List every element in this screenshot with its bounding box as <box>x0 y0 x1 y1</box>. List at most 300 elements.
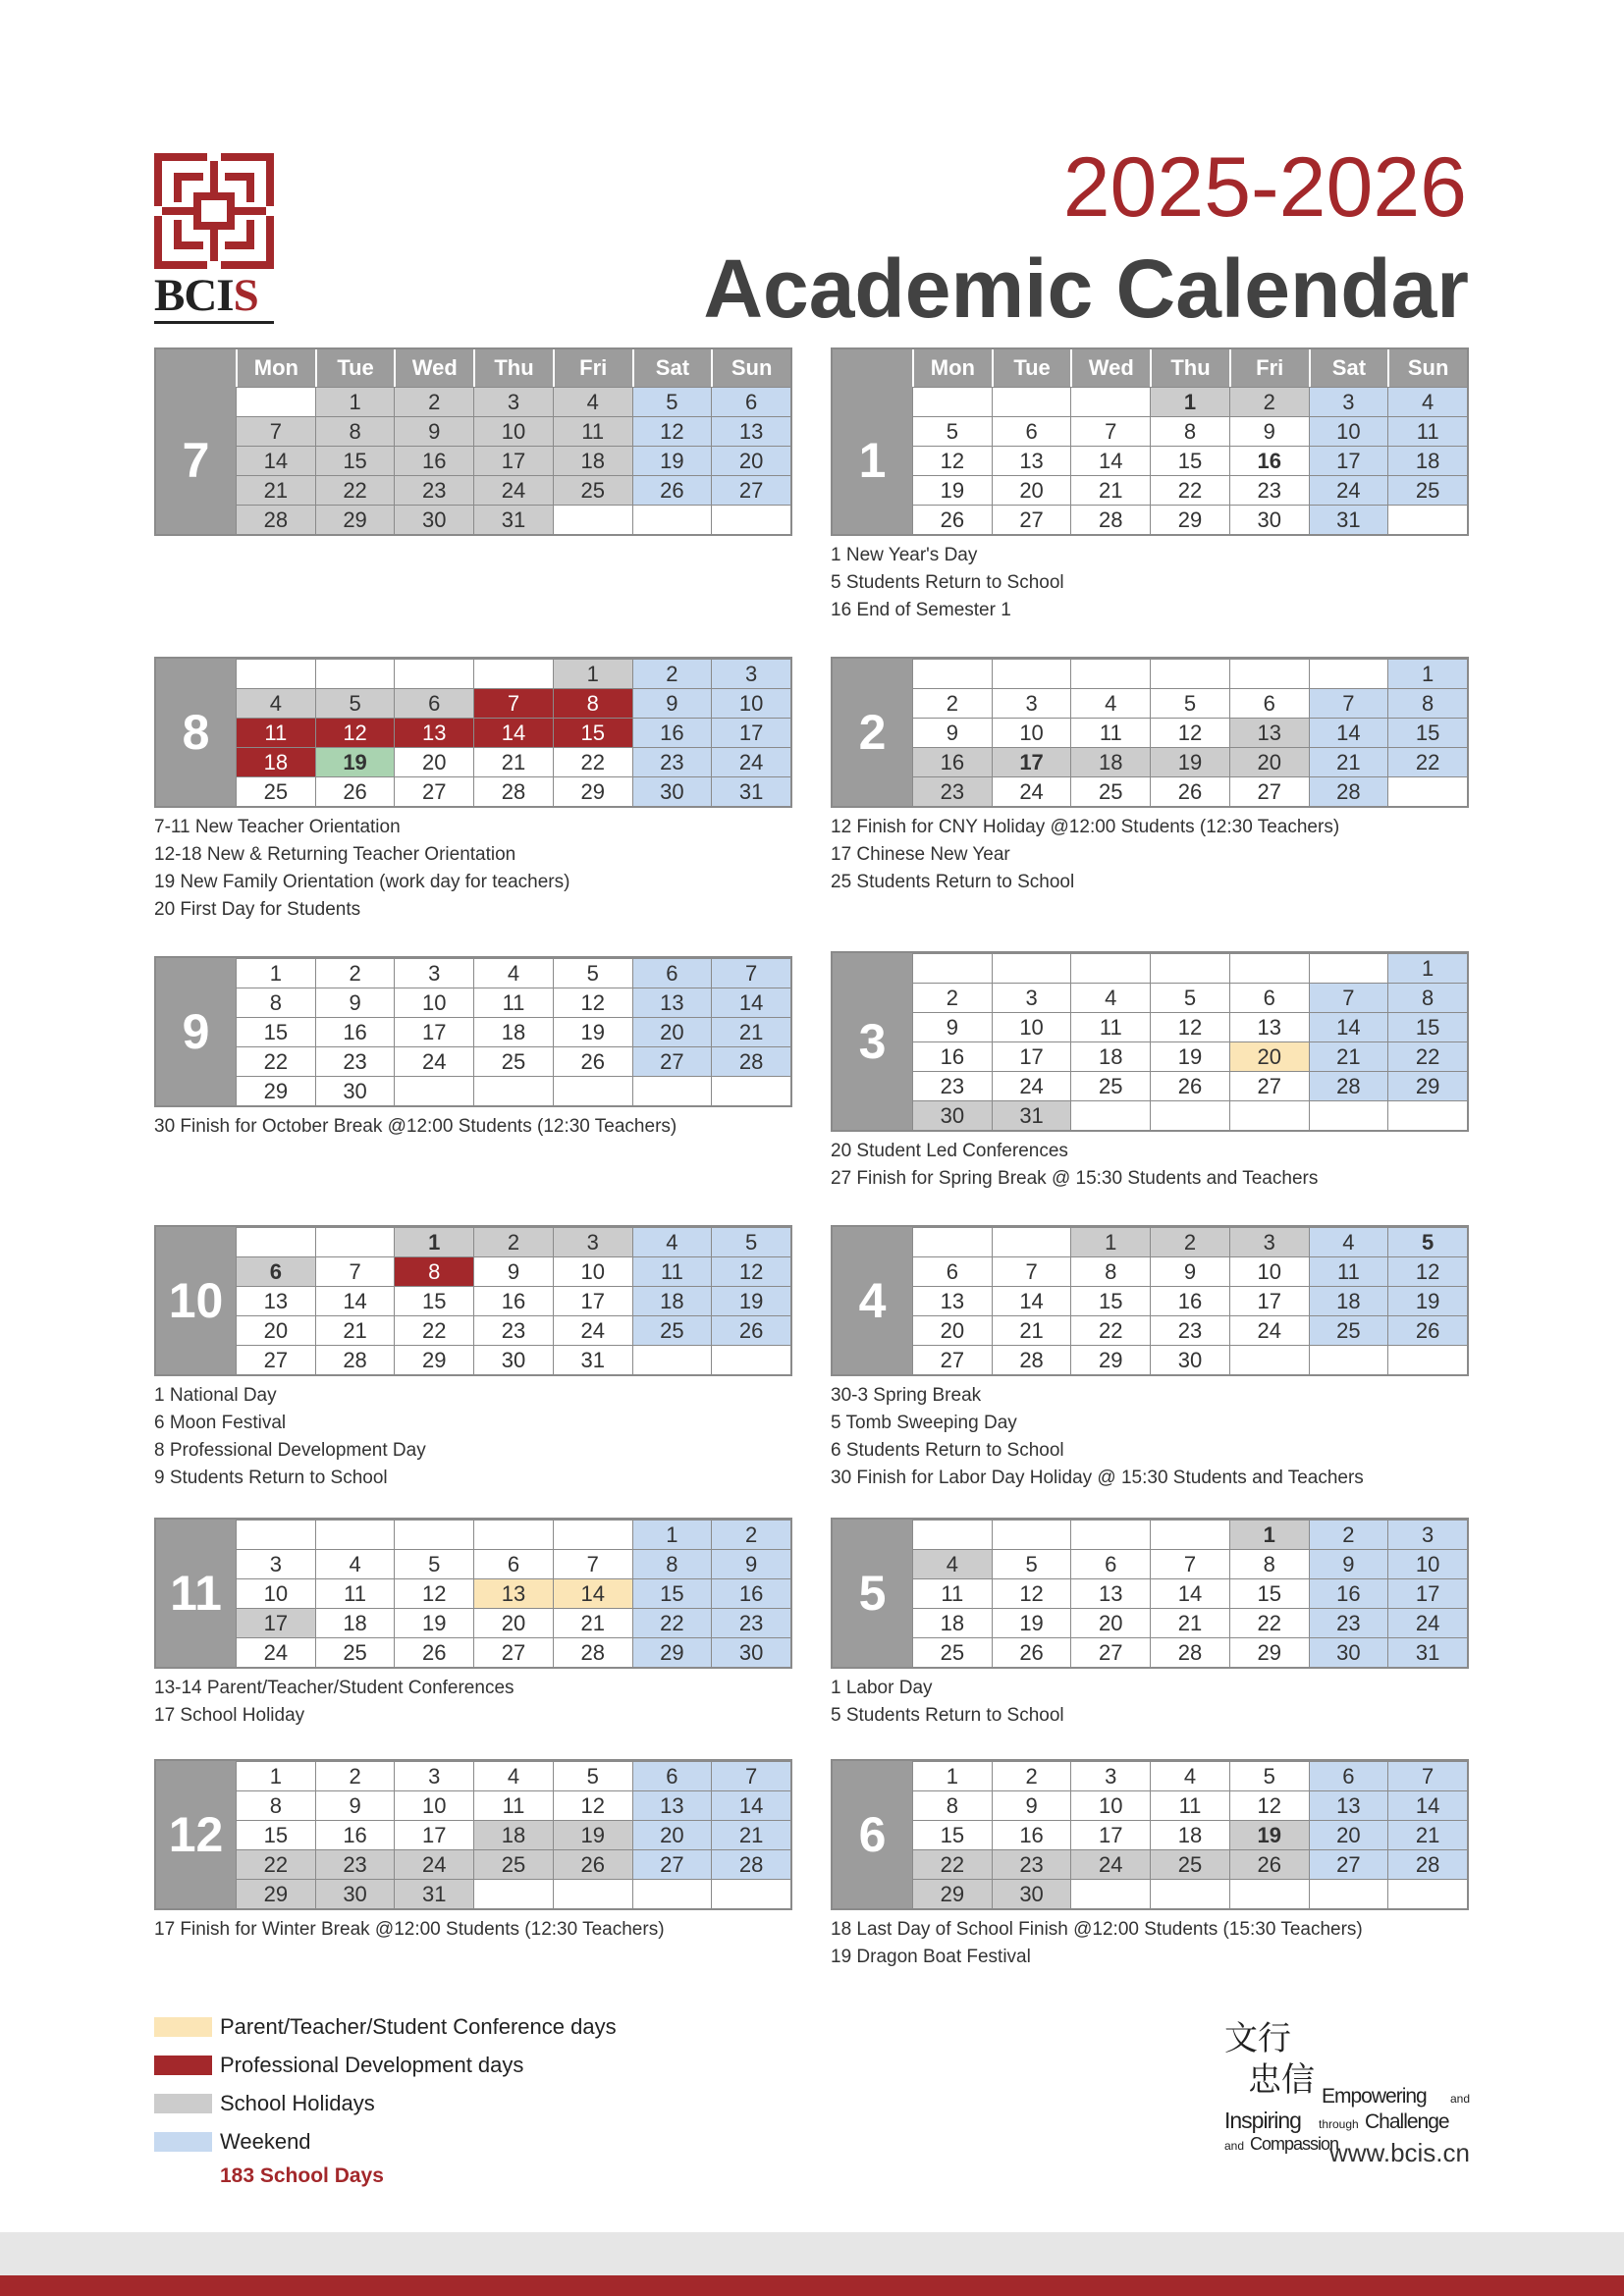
empty-cell <box>632 1076 712 1105</box>
month-grid-mar <box>831 951 1469 1132</box>
day-cell: 26 <box>912 505 992 534</box>
month-block-mar <box>831 951 1469 1193</box>
school-days-count: 183 School Days <box>220 2164 384 2187</box>
day-cell: 19 <box>1150 1041 1229 1071</box>
day-cell: 13 <box>632 988 712 1017</box>
day-cell: 31 <box>553 1345 632 1374</box>
weekday-header: Wed <box>394 349 473 387</box>
day-cell: 3 <box>992 688 1071 718</box>
day-cell: 12 <box>394 1578 473 1608</box>
day-cell: 25 <box>1070 776 1150 806</box>
day-cell: 11 <box>473 988 553 1017</box>
empty-cell <box>1070 659 1150 688</box>
weekday-header: Sun <box>1387 349 1467 387</box>
empty-cell <box>912 387 992 416</box>
day-cell: 22 <box>1229 1608 1309 1637</box>
day-cell: 7 <box>1387 1761 1467 1790</box>
day-cell: 22 <box>553 747 632 776</box>
day-cell: 24 <box>1229 1315 1309 1345</box>
day-cell: 25 <box>236 776 315 806</box>
day-cell: 29 <box>553 776 632 806</box>
day-cell: 9 <box>912 718 992 747</box>
empty-cell <box>1387 1879 1467 1908</box>
note-line: 6 Students Return to School <box>831 1440 1064 1461</box>
bcis-logo <box>154 153 276 324</box>
day-cell: 13 <box>236 1286 315 1315</box>
day-cell: 9 <box>1309 1549 1388 1578</box>
month-number: 10 <box>156 1227 236 1374</box>
day-cell: 6 <box>1309 1761 1388 1790</box>
month-block-jun <box>831 1759 1469 1971</box>
day-cell: 29 <box>1387 1071 1467 1100</box>
day-cell: 24 <box>992 1071 1071 1100</box>
day-cell: 14 <box>1387 1790 1467 1820</box>
day-cell: 22 <box>1070 1315 1150 1345</box>
day-cell: 27 <box>711 475 790 505</box>
day-cell: 23 <box>315 1046 395 1076</box>
day-cell: 3 <box>394 958 473 988</box>
day-cell: 11 <box>1070 1012 1150 1041</box>
day-cell: 24 <box>394 1849 473 1879</box>
day-cell: 4 <box>1387 387 1467 416</box>
month-grid-nov <box>154 1518 792 1669</box>
day-cell: 27 <box>632 1046 712 1076</box>
day-cell: 9 <box>1229 416 1309 446</box>
day-cell: 23 <box>394 475 473 505</box>
day-cell: 25 <box>473 1849 553 1879</box>
empty-cell <box>711 1879 790 1908</box>
day-cell: 18 <box>473 1017 553 1046</box>
month-number: 9 <box>156 958 236 1105</box>
day-cell: 17 <box>236 1608 315 1637</box>
month-number: 2 <box>833 659 912 806</box>
empty-cell <box>236 659 315 688</box>
weekday-header: Sun <box>711 349 790 387</box>
empty-cell <box>1309 1345 1388 1374</box>
day-grid <box>236 1761 790 1908</box>
day-cell: 18 <box>1387 446 1467 475</box>
day-cell: 19 <box>553 1017 632 1046</box>
day-cell: 4 <box>1070 688 1150 718</box>
day-cell: 30 <box>315 1879 395 1908</box>
day-cell: 10 <box>553 1256 632 1286</box>
month-number-label: 1 <box>858 433 887 488</box>
day-cell: 20 <box>1229 747 1309 776</box>
month-block-apr <box>831 1225 1469 1492</box>
day-cell: 9 <box>632 688 712 718</box>
note-line: 12 Finish for CNY Holiday @12:00 Students (12:30 Teachers) <box>831 817 1340 837</box>
empty-cell <box>912 953 992 983</box>
day-cell: 24 <box>711 747 790 776</box>
day-cell: 19 <box>912 475 992 505</box>
day-cell: 5 <box>553 1761 632 1790</box>
day-cell: 26 <box>1387 1315 1467 1345</box>
month-block-feb <box>831 657 1469 896</box>
legend-label: Weekend <box>220 2128 311 2154</box>
month-grid-apr <box>831 1225 1469 1376</box>
weekday-header: Thu <box>1150 349 1229 387</box>
note-line: 17 Finish for Winter Break @12:00 Students (12:30 Teachers) <box>154 1919 665 1940</box>
legend-label: Professional Development days <box>220 2052 524 2077</box>
day-grid <box>912 1520 1467 1667</box>
day-cell: 7 <box>1309 983 1388 1012</box>
note-line: 30-3 Spring Break <box>831 1385 982 1406</box>
legend-swatch-weekend <box>154 2132 212 2152</box>
month-notes <box>831 1675 1469 1730</box>
day-cell: 5 <box>1150 983 1229 1012</box>
day-cell: 11 <box>1309 1256 1388 1286</box>
day-cell: 8 <box>236 988 315 1017</box>
day-cell: 16 <box>992 1820 1071 1849</box>
day-cell: 28 <box>1387 1849 1467 1879</box>
day-cell: 16 <box>912 1041 992 1071</box>
day-cell: 7 <box>1150 1549 1229 1578</box>
month-notes <box>154 1113 792 1141</box>
month-number <box>833 349 912 534</box>
day-cell: 16 <box>632 718 712 747</box>
day-cell: 6 <box>236 1256 315 1286</box>
empty-cell <box>553 1520 632 1549</box>
day-cell: 2 <box>394 387 473 416</box>
day-cell: 24 <box>992 776 1071 806</box>
motto-through: through <box>1319 2117 1359 2131</box>
month-block-jul <box>154 347 792 536</box>
empty-cell <box>394 1076 473 1105</box>
day-cell: 18 <box>315 1608 395 1637</box>
day-cell: 5 <box>912 416 992 446</box>
day-cell: 20 <box>236 1315 315 1345</box>
day-cell: 2 <box>912 983 992 1012</box>
day-cell: 5 <box>1387 1227 1467 1256</box>
day-cell: 25 <box>1150 1849 1229 1879</box>
day-cell: 10 <box>1309 416 1388 446</box>
day-cell: 4 <box>1150 1761 1229 1790</box>
day-cell: 21 <box>1309 747 1388 776</box>
day-cell: 20 <box>473 1608 553 1637</box>
day-cell: 20 <box>1309 1820 1388 1849</box>
empty-cell <box>1387 1345 1467 1374</box>
day-cell: 25 <box>1387 475 1467 505</box>
day-cell: 11 <box>315 1578 395 1608</box>
note-line: 8 Professional Development Day <box>154 1440 426 1461</box>
day-cell: 2 <box>711 1520 790 1549</box>
day-cell: 27 <box>992 505 1071 534</box>
day-cell: 28 <box>1150 1637 1229 1667</box>
day-cell: 8 <box>1070 1256 1150 1286</box>
month-notes <box>154 1675 792 1730</box>
day-cell: 13 <box>632 1790 712 1820</box>
month-block-dec <box>154 1759 792 1944</box>
day-cell: 3 <box>711 659 790 688</box>
empty-cell <box>394 1520 473 1549</box>
month-number: 4 <box>833 1227 912 1374</box>
day-cell: 3 <box>473 387 553 416</box>
day-cell: 10 <box>236 1578 315 1608</box>
day-cell: 3 <box>1070 1761 1150 1790</box>
day-cell: 28 <box>992 1345 1071 1374</box>
day-cell: 30 <box>315 1076 395 1105</box>
day-cell: 14 <box>992 1286 1071 1315</box>
day-cell: 21 <box>473 747 553 776</box>
month-block-sep <box>154 956 792 1141</box>
weekday-header: Sat <box>1309 349 1388 387</box>
day-cell: 30 <box>1309 1637 1388 1667</box>
day-grid <box>912 659 1467 806</box>
empty-cell <box>1229 659 1309 688</box>
day-cell: 30 <box>473 1345 553 1374</box>
day-cell: 23 <box>912 776 992 806</box>
day-cell: 3 <box>992 983 1071 1012</box>
note-line: 1 New Year's Day <box>831 545 978 565</box>
empty-cell <box>315 1520 395 1549</box>
day-cell: 19 <box>711 1286 790 1315</box>
day-cell: 14 <box>553 1578 632 1608</box>
day-cell: 17 <box>1387 1578 1467 1608</box>
day-cell: 11 <box>912 1578 992 1608</box>
day-cell: 15 <box>1387 718 1467 747</box>
day-cell: 5 <box>711 1227 790 1256</box>
motto-and: and <box>1450 2092 1471 2106</box>
note-line: 1 Labor Day <box>831 1678 933 1698</box>
day-cell: 4 <box>473 958 553 988</box>
day-cell: 3 <box>1229 1227 1309 1256</box>
month-grid-jun <box>831 1759 1469 1910</box>
day-cell: 12 <box>1229 1790 1309 1820</box>
day-cell: 19 <box>1150 747 1229 776</box>
day-cell: 19 <box>1229 1820 1309 1849</box>
day-cell: 8 <box>553 688 632 718</box>
day-cell: 22 <box>1150 475 1229 505</box>
day-cell: 10 <box>394 988 473 1017</box>
calendar-year: 2025-2026 <box>1062 140 1467 235</box>
day-cell: 29 <box>632 1637 712 1667</box>
month-notes <box>831 542 1469 624</box>
footer-band <box>0 2232 1624 2275</box>
day-cell: 9 <box>315 1790 395 1820</box>
day-cell: 7 <box>553 1549 632 1578</box>
day-cell: 23 <box>1229 475 1309 505</box>
day-cell: 18 <box>473 1820 553 1849</box>
month-number: 8 <box>156 659 236 806</box>
motto-inspiring: Inspiring <box>1224 2108 1301 2133</box>
day-cell: 27 <box>912 1345 992 1374</box>
motto-chinese-bottom: 忠信 <box>1248 2060 1315 2100</box>
day-cell: 6 <box>394 688 473 718</box>
motto-chinese-top: 文行 <box>1224 2019 1291 2058</box>
day-cell: 28 <box>1070 505 1150 534</box>
month-grid-oct <box>154 1225 792 1376</box>
day-cell: 25 <box>912 1637 992 1667</box>
empty-cell <box>473 1879 553 1908</box>
day-cell: 18 <box>553 446 632 475</box>
day-cell: 23 <box>315 1849 395 1879</box>
day-grid <box>236 659 790 806</box>
day-cell: 17 <box>394 1017 473 1046</box>
legend-label: Parent/Teacher/Student Conference days <box>220 2013 617 2039</box>
day-cell: 1 <box>236 958 315 988</box>
note-line: 5 Students Return to School <box>831 572 1064 593</box>
day-cell: 18 <box>632 1286 712 1315</box>
day-grid <box>912 1761 1467 1908</box>
day-cell: 9 <box>912 1012 992 1041</box>
note-line: 18 Last Day of School Finish @12:00 Students (15:30 Teachers) <box>831 1919 1363 1940</box>
weekday-header: Fri <box>553 349 632 387</box>
day-cell: 14 <box>1070 446 1150 475</box>
empty-cell <box>236 387 315 416</box>
motto-compassion: Compassion <box>1250 2134 1339 2154</box>
day-cell: 6 <box>632 958 712 988</box>
day-cell: 13 <box>711 416 790 446</box>
day-cell: 22 <box>236 1046 315 1076</box>
note-line: 5 Students Return to School <box>831 1705 1064 1726</box>
month-header-spacer <box>833 349 912 387</box>
day-cell: 14 <box>1150 1578 1229 1608</box>
day-cell: 5 <box>1150 688 1229 718</box>
note-line: 13-14 Parent/Teacher/Student Conferences <box>154 1678 514 1698</box>
note-line: 19 New Family Orientation (work day for teachers) <box>154 872 570 892</box>
day-cell: 13 <box>1070 1578 1150 1608</box>
note-line: 9 Students Return to School <box>154 1468 388 1488</box>
empty-cell <box>1150 659 1229 688</box>
empty-cell <box>1070 1100 1150 1130</box>
empty-cell <box>553 1076 632 1105</box>
day-cell: 6 <box>1070 1549 1150 1578</box>
day-cell: 9 <box>1150 1256 1229 1286</box>
day-cell: 2 <box>473 1227 553 1256</box>
empty-cell <box>1229 1879 1309 1908</box>
day-cell: 28 <box>1309 776 1388 806</box>
day-cell: 16 <box>473 1286 553 1315</box>
day-cell: 2 <box>315 958 395 988</box>
month-notes <box>154 1916 792 1944</box>
day-cell: 10 <box>992 718 1071 747</box>
calendar-title: Academic Calendar <box>703 242 1469 335</box>
day-cell: 16 <box>1229 446 1309 475</box>
day-cell: 26 <box>553 1849 632 1879</box>
weekday-header: Mon <box>236 349 315 387</box>
month-number: 11 <box>156 1520 236 1667</box>
empty-cell <box>473 1076 553 1105</box>
month-notes <box>831 1138 1469 1193</box>
day-cell: 25 <box>1070 1071 1150 1100</box>
day-cell: 24 <box>236 1637 315 1667</box>
day-cell: 27 <box>1229 1071 1309 1100</box>
day-cell: 15 <box>236 1820 315 1849</box>
motto-challenge: Challenge <box>1365 2110 1449 2133</box>
day-cell: 16 <box>315 1820 395 1849</box>
day-cell: 12 <box>315 718 395 747</box>
day-cell: 4 <box>553 387 632 416</box>
day-cell: 18 <box>1070 747 1150 776</box>
day-cell: 3 <box>394 1761 473 1790</box>
empty-cell <box>473 659 553 688</box>
day-cell: 24 <box>394 1046 473 1076</box>
day-cell: 7 <box>992 1256 1071 1286</box>
empty-cell <box>1229 1100 1309 1130</box>
day-cell: 17 <box>711 718 790 747</box>
day-cell: 12 <box>1387 1256 1467 1286</box>
note-line: 30 Finish for October Break @12:00 Students (12:30 Teachers) <box>154 1116 677 1137</box>
day-cell: 7 <box>315 1256 395 1286</box>
day-cell: 27 <box>1070 1637 1150 1667</box>
day-cell: 2 <box>315 1761 395 1790</box>
month-grid-dec <box>154 1759 792 1910</box>
month-number: 3 <box>833 953 912 1130</box>
day-cell: 17 <box>1070 1820 1150 1849</box>
day-cell: 19 <box>992 1608 1071 1637</box>
day-cell: 30 <box>711 1637 790 1667</box>
motto-empowering: Empowering <box>1322 2085 1427 2108</box>
day-cell: 22 <box>1387 1041 1467 1071</box>
day-cell: 21 <box>711 1017 790 1046</box>
day-cell: 9 <box>315 988 395 1017</box>
day-cell: 9 <box>394 416 473 446</box>
day-cell: 30 <box>1150 1345 1229 1374</box>
day-cell: 5 <box>553 958 632 988</box>
bcis-logo-text: BCIS <box>154 273 276 324</box>
day-cell: 21 <box>1150 1608 1229 1637</box>
day-cell: 11 <box>236 718 315 747</box>
day-cell: 8 <box>912 1790 992 1820</box>
day-cell: 31 <box>1309 505 1388 534</box>
day-cell: 27 <box>473 1637 553 1667</box>
day-cell: 28 <box>1309 1071 1388 1100</box>
day-cell: 14 <box>1309 718 1388 747</box>
weekday-header: Tue <box>315 349 395 387</box>
day-cell: 15 <box>553 718 632 747</box>
day-cell: 27 <box>632 1849 712 1879</box>
day-cell: 20 <box>1070 1608 1150 1637</box>
day-cell: 20 <box>394 747 473 776</box>
day-cell: 27 <box>1229 776 1309 806</box>
day-cell: 23 <box>912 1071 992 1100</box>
day-cell: 6 <box>1229 983 1309 1012</box>
empty-cell <box>992 953 1071 983</box>
day-cell: 29 <box>1070 1345 1150 1374</box>
website-url[interactable]: www.bcis.cn <box>1328 2138 1470 2167</box>
note-line: 16 End of Semester 1 <box>831 600 1011 620</box>
day-cell: 2 <box>1229 387 1309 416</box>
footer-red-bar <box>0 2275 1624 2296</box>
day-cell: 3 <box>553 1227 632 1256</box>
day-cell: 28 <box>473 776 553 806</box>
day-cell: 2 <box>1150 1227 1229 1256</box>
day-cell: 1 <box>1150 387 1229 416</box>
day-cell: 15 <box>1229 1578 1309 1608</box>
empty-cell <box>992 1227 1071 1256</box>
month-block-aug <box>154 657 792 924</box>
empty-cell <box>1150 953 1229 983</box>
day-cell: 21 <box>553 1608 632 1637</box>
day-grid <box>236 958 790 1105</box>
day-cell: 11 <box>1150 1790 1229 1820</box>
day-cell: 23 <box>992 1849 1071 1879</box>
day-cell: 26 <box>394 1637 473 1667</box>
day-cell: 11 <box>1387 416 1467 446</box>
note-line: 12-18 New & Returning Teacher Orientation <box>154 844 516 865</box>
day-cell: 25 <box>473 1046 553 1076</box>
empty-cell <box>992 659 1071 688</box>
day-cell: 29 <box>315 505 395 534</box>
day-cell: 22 <box>394 1315 473 1345</box>
month-number-label: 7 <box>182 433 210 488</box>
bcis-logo-mark <box>154 153 274 269</box>
day-cell: 19 <box>1387 1286 1467 1315</box>
day-cell: 7 <box>711 958 790 988</box>
day-cell: 1 <box>1387 953 1467 983</box>
day-cell: 22 <box>1387 747 1467 776</box>
legend-swatch-school-holidays <box>154 2094 212 2113</box>
